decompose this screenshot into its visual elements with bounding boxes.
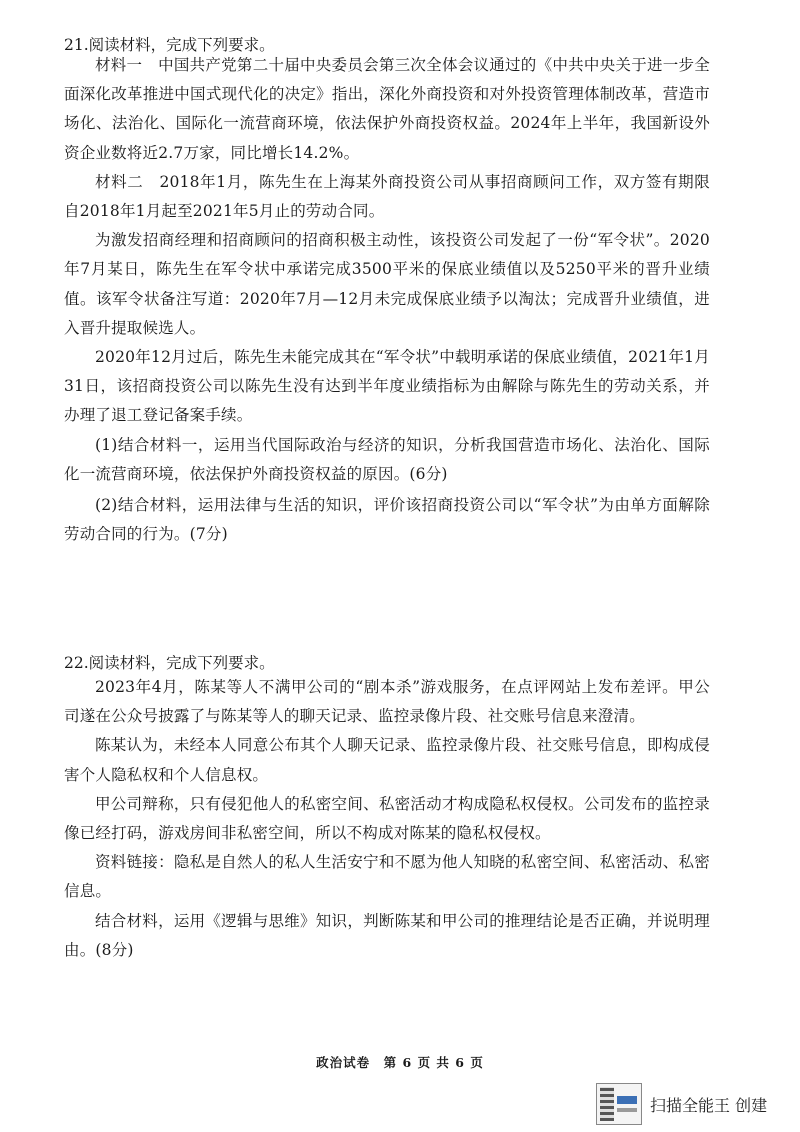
q21-material-2-military-order: 为激发招商经理和招商顾问的招商积极主动性，该投资公司发起了一份“军令状”。2020年7月某日，陈先生在军令状中承诺完成3500平米的保底业绩值以及5250平米的晋升业绩值。该军令状备注写道：2020年7月—12月未完成保底业绩予以淘汰；完成晋升业绩值，进入晋升提取候选人。 xyxy=(64,231,710,337)
question-21-materials xyxy=(64,51,710,489)
q22-company-argument: 甲公司辩称，只有侵犯他人的私密空间、私密活动才构成隐私权侵权。公司发布的监控录像已经打码，游戏房间非私密空间，所以不构成对陈某的隐私权侵权。 xyxy=(64,794,710,843)
scanner-watermark xyxy=(596,1083,767,1125)
question-21-part-2 xyxy=(64,491,710,549)
q21-material-2: 材料二 2018年1月，陈先生在上海某外商投资公司从事招商顾问工作，双方签有期限自2018年1月起至2021年5月止的劳动合同。 xyxy=(64,172,710,221)
scanner-logo-icon xyxy=(596,1083,642,1125)
q21-sub-question-2: (2)结合材料，运用法律与生活的知识，评价该招商投资公司以“军令状”为由单方面解除劳动合同的行为。(7分) xyxy=(64,496,710,544)
q22-chen-argument: 陈某认为，未经本人同意公布其个人聊天记录、监控录像片段、社交账号信息，即构成侵害个人隐私权和个人信息权。 xyxy=(64,736,710,784)
q22-question: 结合材料，运用《逻辑与思维》知识，判断陈某和甲公司的推理结论是否正确，并说明理由。(8分) xyxy=(64,911,710,959)
q22-case: 2023年4月，陈某等人不满甲公司的“剧本杀”游戏服务，在点评网站上发布差评。甲公司遂在公众号披露了与陈某等人的聊天记录、监控录像片段、社交账号信息来澄清。 xyxy=(64,678,710,726)
q22-reference-link: 资料链接：隐私是自然人的私人生活安宁和不愿为他人知晓的私密空间、私密活动、私密信息。 xyxy=(64,853,710,901)
watermark-text: 扫描全能王 创建 xyxy=(650,1095,768,1115)
question-22-header: 22.阅读材料，完成下列要求。 xyxy=(64,654,275,672)
question-21-header: 21.阅读材料，完成下列要求。 xyxy=(64,36,275,54)
page-footer: 政治试卷 第 6 页 共 6 页 xyxy=(316,1055,484,1070)
q21-sub-question-1: (1)结合材料一，运用当代国际政治与经济的知识，分析我国营造市场化、法治化、国际化一流营商环境，依法保护外商投资权益的原因。(6分) xyxy=(64,435,710,483)
q21-material-2-termination: 2020年12月过后，陈先生未能完成其在“军令状”中载明承诺的保底业绩值，2021年1月31日，该招商投资公司以陈先生没有达到半年度业绩指标为由解除与陈先生的劳动关系，并办理了退工登记备案手续。 xyxy=(64,348,710,425)
q21-material-1: 材料一 中国共产党第二十届中央委员会第三次全体会议通过的《中共中央关于进一步全面深化改革推进中国式现代化的决定》指出，深化外商投资和对外投资管理体制改革，营造市场化、法治化、国际化一流营商环境，依法保护外商投资权益。2024年上半年，我国新设外资企业数将近2.7万家，同比增长14.2%。 xyxy=(64,56,710,162)
question-22-materials xyxy=(64,673,710,965)
